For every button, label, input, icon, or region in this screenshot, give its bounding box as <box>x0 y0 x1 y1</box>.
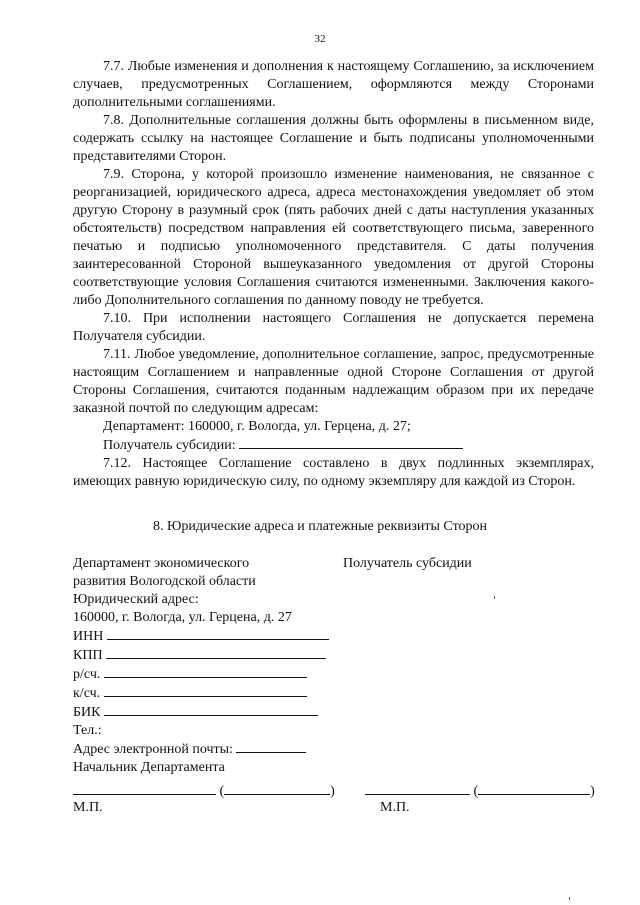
phone-label: Тел.: <box>73 723 102 738</box>
scan-speck <box>569 897 570 900</box>
department-address: Департамент: 160000, г. Вологда, ул. Герцена, д. 27; <box>103 419 411 434</box>
ks-row <box>73 684 343 703</box>
inn-row <box>73 627 343 646</box>
scan-speck <box>494 596 495 599</box>
paragraph-7-9: 7.9. Сторона, у которой произошло изменение наименования, не связанное с реорганизацией, юридического адреса, адреса местонахождения уведомляет об этом другую Сторону в разумный срок (пять рабочих дней с даты наступления указанных обстоятельств) посредством направления ей соответствующего письма, заверенного печатью и подписью уполномоченного представителя. С даты получения заинтересованной Стороной вышеуказанного уведомления от другой Стороны соответствующие условия Соглашения считаются измененными. Заключения какого-либо Дополнительного соглашения по данному поводу не требуется. <box>73 167 594 308</box>
email-blank <box>236 740 306 753</box>
inn-label: ИНН <box>73 629 104 644</box>
rs-blank <box>104 665 307 678</box>
legal-address-label: Юридический адрес: <box>73 592 199 607</box>
close-paren-right: ) <box>590 784 595 799</box>
name-blank-right <box>478 782 590 795</box>
ks-blank <box>104 684 307 697</box>
paragraph-7-7: 7.7. Любые изменения и дополнения к настоящему Соглашению, за исключением случаев, предусмотренных Соглашением, оформляются между Сторонами дополнительными соглашениями. <box>73 59 594 110</box>
paragraph-7-10: 7.10. При исполнении настоящего Соглашения не допускается перемена Получателя субсидии. <box>73 311 594 344</box>
email-row <box>73 740 343 759</box>
paragraph-7-8: 7.8. Дополнительные соглашения должны быть оформлены в письменном виде, содержать ссылку на настоящее Соглашение и быть подписаны уполномоченными представителями Сторон. <box>73 113 594 164</box>
rs-label: р/сч. <box>73 667 101 682</box>
email-label: Адрес электронной почты: <box>73 742 233 757</box>
open-paren-right: ( <box>473 784 479 799</box>
department-requisites <box>73 555 343 777</box>
open-paren-left: ( <box>219 784 225 799</box>
signature-line-right <box>365 782 595 799</box>
signature-blank-right <box>365 782 470 795</box>
paragraph-7-11: 7.11. Любое уведомление, дополнительное соглашение, запрос, предусмотренные настоящим Соглашением и направленные одной Стороне Соглашения от другой Стороны Соглашения, считаются поданным надлежащим образом при их передаче заказной почтой по следующим адресам: <box>73 347 594 416</box>
recipient-address-label: Получатель субсидии: <box>103 438 236 453</box>
paragraph-7-12: 7.12. Настоящее Соглашение составлено в двух подлинных экземплярах, имеющих равную юридическую силу, по одному экземпляру для каждой из Сторон. <box>73 456 594 489</box>
page-number: 32 <box>314 33 326 45</box>
ks-label: к/сч. <box>73 686 101 701</box>
department-name-line1: Департамент экономического <box>73 556 250 571</box>
legal-address: 160000, г. Вологда, ул. Герцена, д. 27 <box>73 610 292 625</box>
recipient-requisites <box>343 555 472 573</box>
kpp-blank <box>106 646 326 659</box>
bik-label: БИК <box>73 705 101 720</box>
signature-blank-left <box>73 782 216 795</box>
bik-row <box>73 703 343 722</box>
bik-blank <box>104 703 318 716</box>
section-heading: 8. Юридические адреса и платежные реквизиты Сторон <box>152 519 487 534</box>
kpp-row <box>73 646 343 665</box>
inn-blank <box>107 627 329 640</box>
signature-line-left <box>73 782 335 799</box>
seal-label-right: М.П. <box>380 800 410 815</box>
recipient-address-row <box>73 436 594 455</box>
kpp-label: КПП <box>73 648 103 663</box>
seal-label-left: М.П. <box>73 800 103 815</box>
head-label: Начальник Департамента <box>73 760 225 775</box>
recipient-name: Получатель субсидии <box>343 556 472 571</box>
rs-row <box>73 665 343 684</box>
department-name-line2: развития Вологодской области <box>73 574 256 589</box>
name-blank-left <box>224 782 330 795</box>
recipient-address-blank <box>239 436 463 449</box>
close-paren-left: ) <box>330 784 335 799</box>
agreement-body <box>73 58 594 491</box>
